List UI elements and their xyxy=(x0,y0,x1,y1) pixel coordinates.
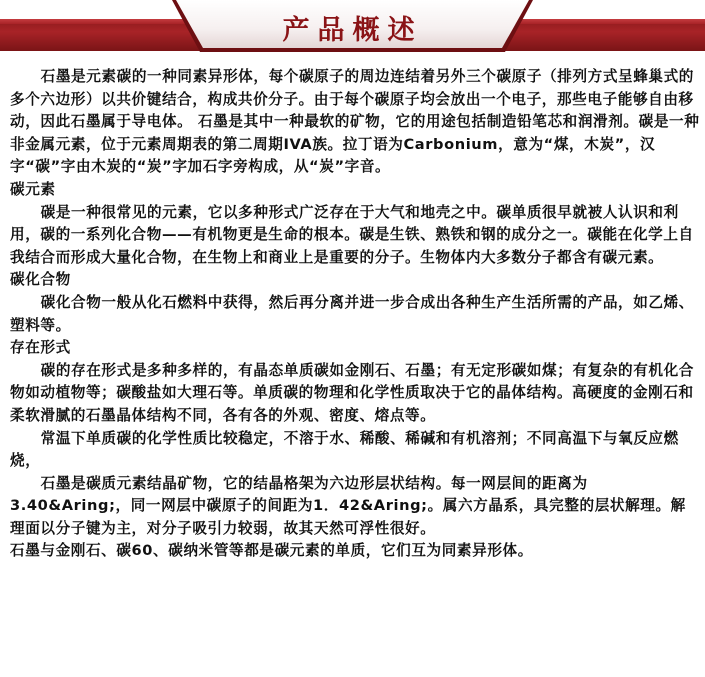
article-body xyxy=(10,66,700,563)
section-text-forms: 碳的存在形式是多种多样的，有晶态单质碳如金刚石、石墨；有无定形碳如煤；有复杂的有机化合物如动植物等；碳酸盐如大理石等。单质碳的物理和化学性质取决于它的晶体结构。高硬度的金刚石和柔软滑腻的石墨晶体结构不同，各有各的外观、密度、熔点等。 xyxy=(10,361,694,424)
section-text-carbon-element: 碳是一种很常见的元素，它以多种形式广泛存在于大气和地壳之中。碳单质很早就被人认识和利用，碳的一系列化合物——有机物更是生命的根本。碳是生铁、熟铁和钢的成分之一。碳能在化学上自我结合而形成大量化合物，在生物上和商业上是重要的分子。生物体内大多数分子都含有碳元素。 xyxy=(10,203,694,266)
section-heading-carbon-compounds: 碳化合物 xyxy=(10,271,71,289)
header-banner xyxy=(0,0,705,62)
section-heading-forms: 存在形式 xyxy=(10,339,71,357)
section-text-forms-stability: 常温下单质碳的化学性质比较稳定，不溶于水、稀酸、稀碱和有机溶剂；不同高温下与氧反应燃烧， xyxy=(10,429,679,470)
section-text-graphite-structure: 石墨是碳质元素结晶矿物，它的结晶格架为六边形层状结构。每一网层间的距离为3.40&Aring;，同一网层中碳原子的间距为1．42&Aring;。属六方晶系，具完整的层状解理。解理面以分子键为主，对分子吸引力较弱，故其天然可浮性很好。 xyxy=(10,474,686,537)
section-text-carbon-compounds: 碳化合物一般从化石燃料中获得，然后再分离并进一步合成出各种生产生活所需的产品，如乙烯、塑料等。 xyxy=(10,293,694,334)
page-title: 产品概述 xyxy=(282,15,423,46)
section-heading-carbon-element: 碳元素 xyxy=(10,180,56,198)
intro-paragraph: 石墨是元素碳的一种同素异形体，每个碳原子的周边连结着另外三个碳原子（排列方式呈蜂巢式的多个六边形）以共价键结合，构成共价分子。由于每个碳原子均会放出一个电子，那些电子能够自由移动，因此石墨属于导电体。 石墨是其中一种最软的矿物，它的用途包括制造铅笔芯和润滑剂。碳是一种非金属元素，位于元素周期表的第二周期IVA族。拉丁语为Carbonium，意为“煤，木炭”，汉字“碳”字由木炭的“炭”字加石字旁构成，从“炭”字音。 xyxy=(10,68,700,176)
section-text-allotropes: 石墨与金刚石、碳60、碳纳米管等都是碳元素的单质，它们互为同素异形体。 xyxy=(10,542,533,560)
title-tab xyxy=(172,0,533,54)
